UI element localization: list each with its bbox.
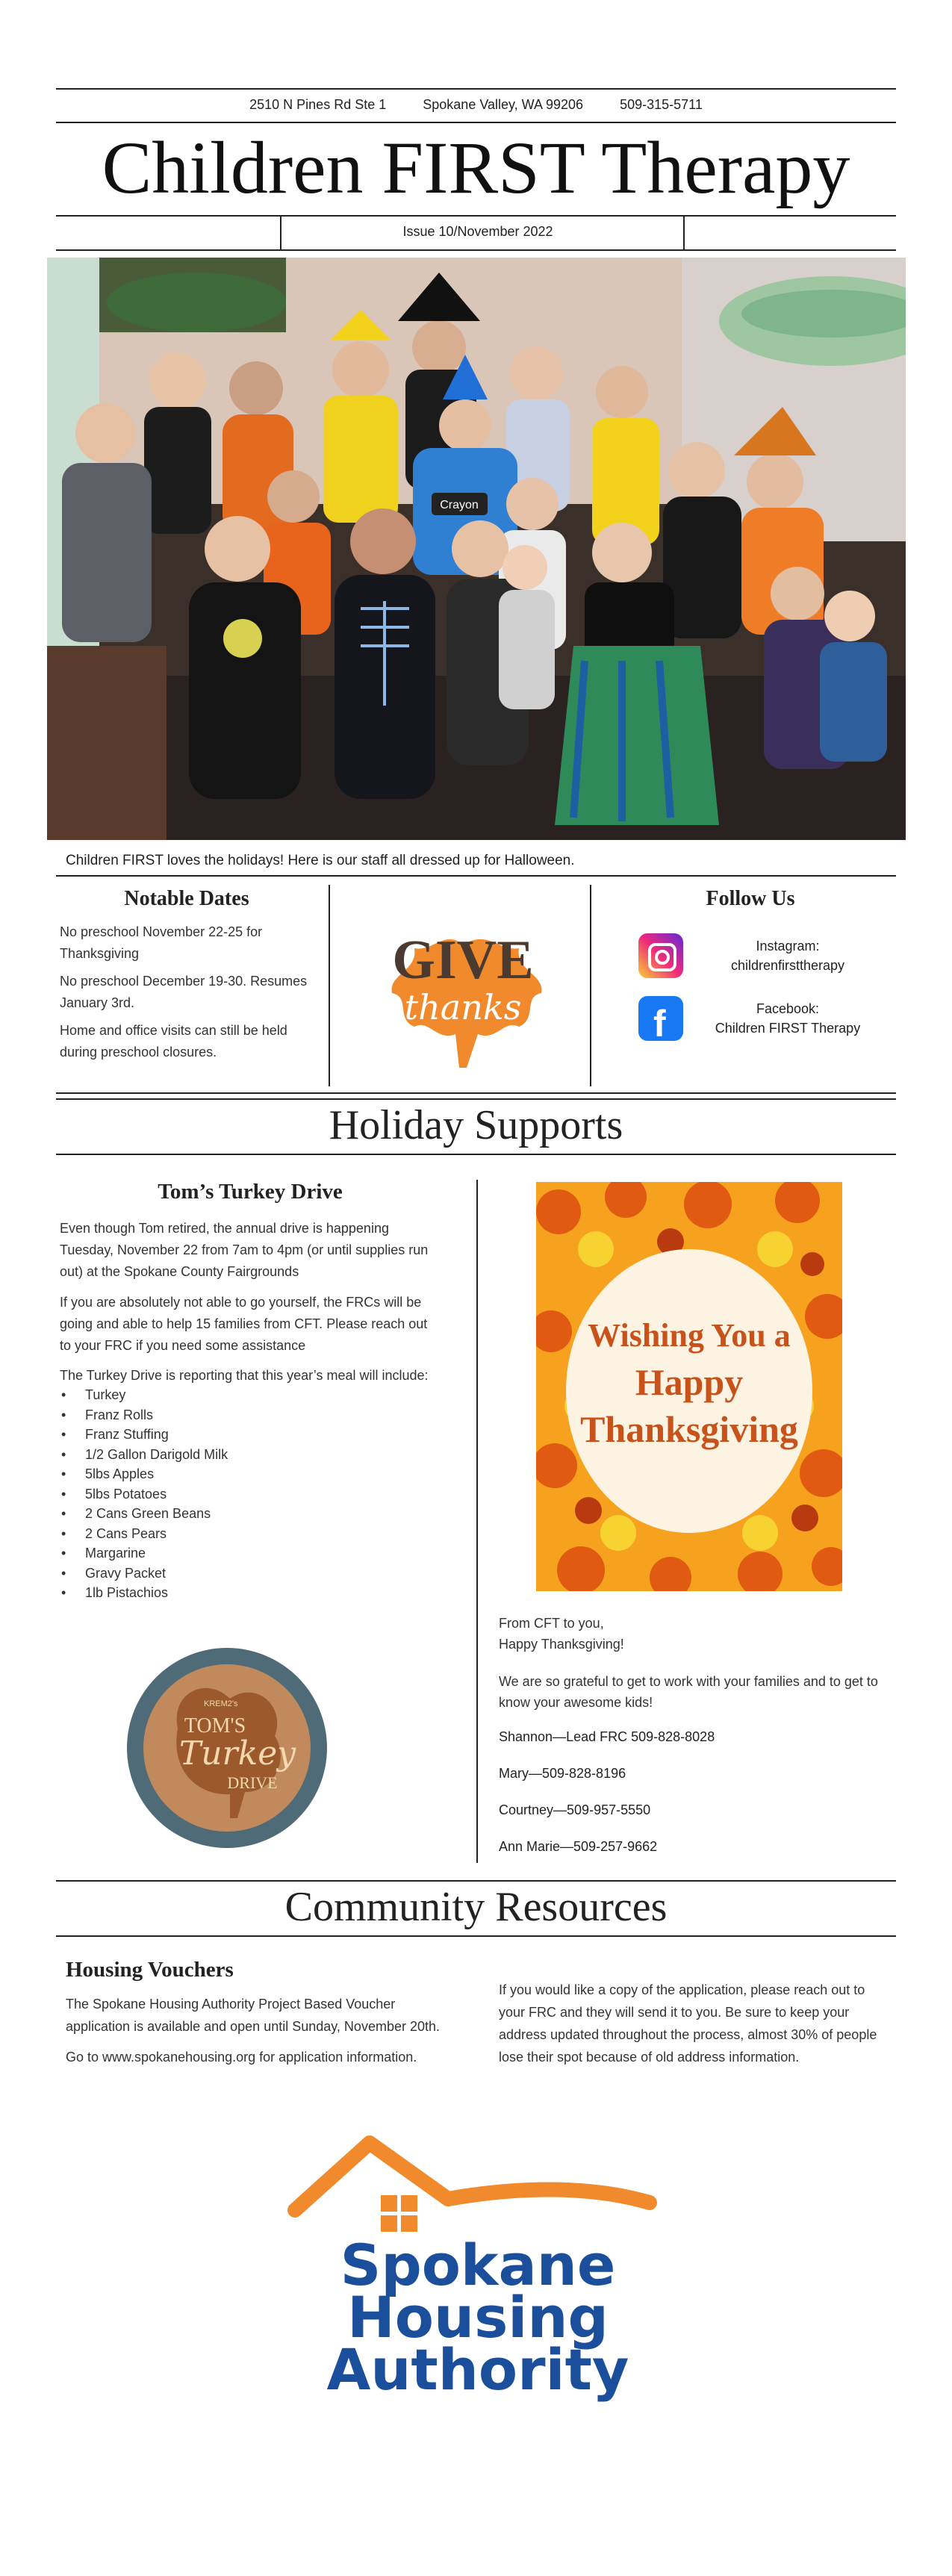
issue-bottom-rule: [56, 249, 896, 251]
meal-item: • Franz Stuffing: [60, 1425, 441, 1445]
photo-caption: Children FIRST loves the holidays! Here is our staff all dressed up for Halloween.: [66, 853, 575, 868]
card-line-1: Wishing You a: [588, 1317, 791, 1354]
facebook-handle: Children FIRST Therapy: [715, 1021, 861, 1036]
community-resources-heading: Community Resources: [284, 1884, 668, 1930]
turkey-text: Turkey: [178, 1735, 296, 1773]
notable-dates-section: [60, 887, 314, 1063]
meal-item: • Margarine: [60, 1543, 441, 1564]
turkey-drive-p2: If you are absolutely not able to go yourself, the FRCs will be going and able to help 15 families from CFT. Please reach out to your FRC if you need some assistance: [60, 1295, 428, 1353]
card-line-2: Happy: [635, 1361, 744, 1403]
vouchers-p1: The Spokane Housing Authority Project Based Voucher application is available and open until Sunday, November 20th.: [66, 1997, 440, 2034]
notable-date-item: No preschool December 19-30. Resumes January 3rd.: [60, 974, 308, 1010]
give-thanks-graphic: [366, 907, 560, 1079]
meal-item: • Turkey: [60, 1385, 441, 1405]
community-rule-top: [56, 1880, 896, 1882]
housing-vouchers-heading: Housing Vouchers: [66, 1958, 234, 1982]
vouchers-p2: Go to www.spokanehousing.org for application information.: [66, 2050, 417, 2065]
info-top-rule: [56, 875, 896, 877]
krem-text: KREM2's: [204, 1699, 238, 1708]
give-text: GIVE: [392, 930, 534, 991]
follow-us-heading: Follow Us: [706, 887, 795, 910]
message-line-2: Happy Thanksgiving!: [499, 1637, 624, 1652]
notable-date-item: Home and office visits can still be held during preschool closures.: [60, 1023, 287, 1060]
facebook-icon: f: [638, 996, 683, 1041]
holiday-column-divider: [476, 1180, 478, 1863]
card-line-3: Thanksgiving: [580, 1408, 798, 1450]
vouchers-p3: If you would like a copy of the application, please reach out to your FRC and they will send it to you. Be sure to keep your address updated throughout the process, almost 30% of people lose their spot because of old address information.: [499, 1982, 877, 2065]
meal-item: • 5lbs Apples: [60, 1464, 441, 1484]
frc-contact: Ann Marie—509-257-9662: [499, 1839, 658, 1854]
instagram-link[interactable]: [638, 933, 892, 978]
drive-text: DRIVE: [227, 1773, 278, 1792]
instagram-handle: childrenfirsttherapy: [730, 958, 845, 973]
spokane-housing-authority-logo: [198, 2121, 750, 2404]
notable-dates-heading: Notable Dates: [124, 887, 249, 910]
message-p2: We are so grateful to get to work with your families and to get to know your awesome kids!: [499, 1674, 878, 1710]
meal-item: • 2 Cans Pears: [60, 1524, 441, 1544]
facebook-label: Facebook:: [756, 1001, 820, 1016]
sha-line-3: Authority: [326, 2336, 629, 2403]
toms-turkey-drive-logo: [125, 1646, 329, 1849]
frc-contact: Courtney—509-957-5550: [499, 1802, 651, 1817]
meal-item: • Gravy Packet: [60, 1564, 441, 1584]
thanksgiving-message: [499, 1613, 887, 1855]
meal-item: • 5lbs Potatoes: [60, 1484, 441, 1505]
happy-thanksgiving-card: [536, 1182, 842, 1591]
turkey-drive-p3: The Turkey Drive is reporting that this year’s meal will include:: [60, 1368, 429, 1383]
turkey-drive-heading: Tom’s Turkey Drive: [158, 1180, 343, 1204]
title-bottom-rule: [56, 215, 896, 217]
newsletter-title: Children FIRST Therapy: [102, 126, 850, 209]
notable-date-item: No preschool November 22-25 for Thanksgiving: [60, 924, 263, 961]
meal-item: • 1lb Pistachios: [60, 1583, 441, 1603]
turkey-drive-section: [60, 1180, 441, 1603]
sha-line-2: Housing: [347, 2284, 609, 2351]
message-line-1: From CFT to you,: [499, 1616, 604, 1631]
housing-vouchers-section: [66, 1958, 454, 2068]
toms-text: TOM'S: [184, 1714, 246, 1737]
meal-item: • 1/2 Gallon Darigold Milk: [60, 1445, 441, 1465]
sha-line-1: Spokane: [340, 2232, 616, 2298]
contact-bar: [56, 97, 896, 113]
header-top-rule: [56, 88, 896, 90]
facebook-link[interactable]: [638, 996, 892, 1041]
follow-us-section: [609, 887, 892, 1041]
instagram-icon: [638, 933, 683, 978]
staff-halloween-photo: [47, 258, 906, 840]
holiday-rule-bottom: [56, 1154, 896, 1155]
meal-item: • Franz Rolls: [60, 1405, 441, 1425]
community-rule-bottom: [56, 1935, 896, 1937]
holiday-rule-second: [56, 1098, 896, 1100]
frc-contact: Mary—509-828-8196: [499, 1766, 626, 1781]
issue-divider-right: [683, 215, 685, 251]
crayon-shirt-text: Crayon: [440, 499, 479, 511]
turkey-drive-p1: Even though Tom retired, the annual drive is happening Tuesday, November 22 from 7am to 4pm (or until supplies run out) at the Spokane County Fairgrounds: [60, 1221, 429, 1279]
issue-label: Issue 10/November 2022: [402, 224, 553, 239]
info-divider-right: [590, 885, 591, 1086]
meal-item: • 2 Cans Green Beans: [60, 1504, 441, 1524]
meal-item-list: [60, 1385, 441, 1603]
thanks-text: thanks: [404, 987, 522, 1027]
phone-number: 509-315-5711: [620, 97, 703, 112]
instagram-label: Instagram:: [756, 939, 820, 953]
city-state-zip: Spokane Valley, WA 99206: [423, 97, 584, 112]
frc-contact: Shannon—Lead FRC 509-828-8028: [499, 1729, 715, 1744]
holiday-rule-top: [56, 1092, 896, 1094]
holiday-supports-heading: Holiday Supports: [329, 1102, 623, 1148]
address: 2510 N Pines Rd Ste 1: [249, 97, 387, 112]
info-divider-left: [329, 885, 330, 1086]
